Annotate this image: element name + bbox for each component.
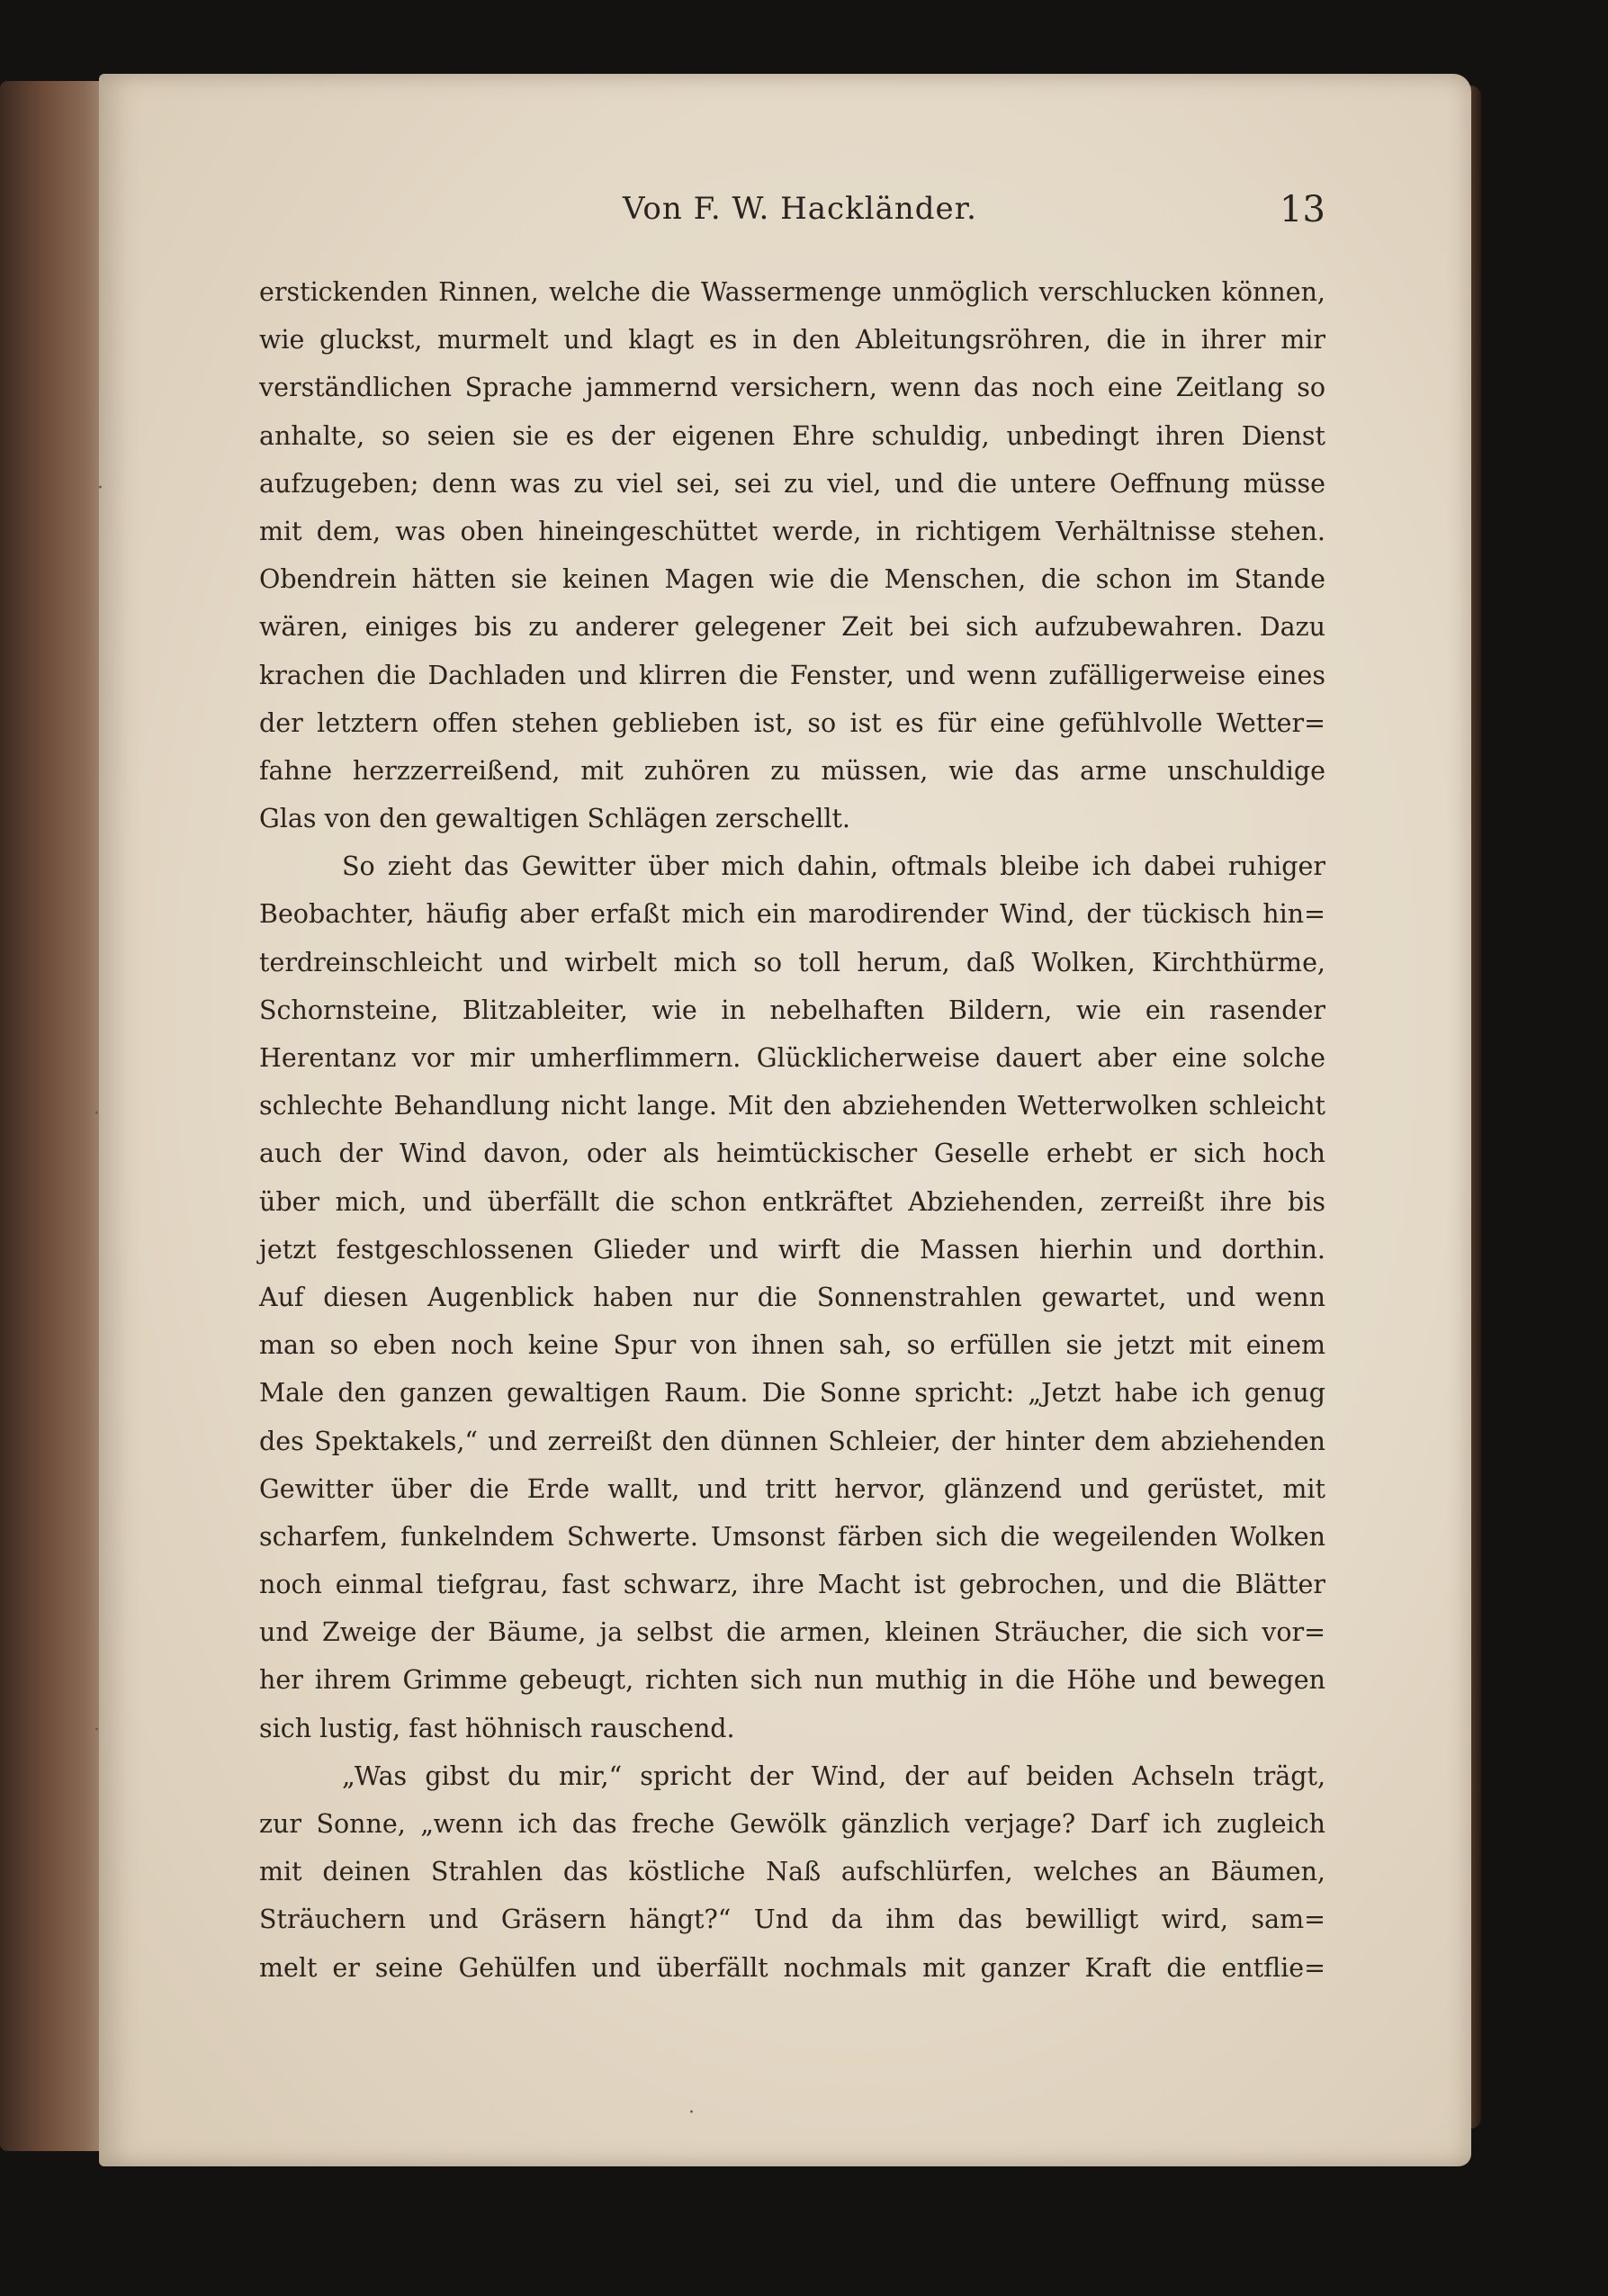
text-line: her ihrem Grimme gebeugt, richten sich nun muthig in die Höhe und bewegen (259, 1665, 1325, 1696)
text-line: erstickenden Rinnen, welche die Wassermenge unmöglich verschlucken können, (259, 277, 1325, 307)
text-line: Schornsteine, Blitzableiter, wie in nebelhaften Bildern, wie ein rasender (259, 995, 1325, 1025)
text-line: wie gluckst, murmelt und klagt es in den Ableitungsröhren, die in ihrer mir (259, 325, 1325, 356)
page-number: 13 (1280, 189, 1325, 230)
paper-speck: · (97, 477, 103, 500)
paper-speck: · (688, 2102, 695, 2124)
text-line: Auf diesen Augenblick haben nur die Sonnenstrahlen gewartet, und wenn (259, 1282, 1325, 1312)
text-line: wären, einiges bis zu anderer gelegener Zeit bei sich aufzubewahren. Dazu (259, 612, 1325, 643)
text-line: des Spektakels,“ und zerreißt den dünnen Schleier, der hinter dem abziehenden (259, 1426, 1325, 1456)
text-line: anhalte, so seien sie es der eigenen Ehre schuldig, unbedingt ihren Dienst (259, 420, 1325, 451)
text-line: sich lustig, fast höhnisch rauschend. (259, 1713, 735, 1743)
text-line: Male den ganzen gewaltigen Raum. Die Sonne spricht: „Jetzt habe ich genug (259, 1378, 1325, 1409)
text-line: Glas von den gewaltigen Schlägen zerschellt. (259, 804, 850, 834)
paper-speck: · (94, 1103, 100, 1125)
text-line: „Was gibst du mir,“ spricht der Wind, der auf beiden Achseln trägt, (342, 1760, 1325, 1791)
text-line: mit deinen Strahlen das köstliche Naß aufschlürfen, welches an Bäumen, (259, 1857, 1325, 1887)
text-line: schlechte Behandlung nicht lange. Mit den abziehenden Wetterwolken schleicht (259, 1091, 1325, 1121)
text-line: So zieht das Gewitter über mich dahin, oftmals bleibe ich dabei ruhiger (342, 851, 1325, 882)
text-line: mit dem, was oben hineingeschüttet werde, in richtigem Verhältnisse stehen. (259, 516, 1325, 546)
text-line: fahne herzzerreißend, mit zuhören zu müssen, wie das arme unschuldige (259, 755, 1325, 786)
text-line: Beobachter, häufig aber erfaßt mich ein marodirender Wind, der tückisch hin= (259, 899, 1325, 930)
text-line: über mich, und überfällt die schon entkräftet Abziehenden, zerreißt ihre bis (259, 1186, 1325, 1217)
text-line: noch einmal tiefgrau, fast schwarz, ihre Macht ist gebrochen, und die Blätter (259, 1570, 1325, 1600)
text-line: Obendrein hätten sie keinen Magen wie die Menschen, die schon im Stande (259, 564, 1325, 595)
text-line: melt er seine Gehülfen und überfällt nochmals mit ganzer Kraft die entflie= (259, 1952, 1325, 1983)
text-line: scharfem, funkelndem Schwerte. Umsonst färben sich die wegeilenden Wolken (259, 1521, 1325, 1552)
running-title: Von F. W. Hackländer. (623, 191, 977, 227)
paper-speck: · (94, 1719, 100, 1742)
text-line: und Zweige der Bäume, ja selbst die armen, kleinen Sträucher, die sich vor= (259, 1617, 1325, 1648)
text-line: Sträuchern und Gräsern hängt?“ Und da ihm das bewilligt wird, sam= (259, 1904, 1325, 1935)
text-line: krachen die Dachladen und klirren die Fenster, und wenn zufälligerweise eines (259, 660, 1325, 690)
text-line: terdreinschleicht und wirbelt mich so toll herum, daß Wolken, Kirchthürme, (259, 947, 1325, 977)
text-line: Herentanz vor mir umherflimmern. Glücklicherweise dauert aber eine solche (259, 1043, 1325, 1073)
text-line: verständlichen Sprache jammernd versichern, wenn das noch eine Zeitlang so (259, 373, 1325, 403)
text-line: auch der Wind davon, oder als heimtückischer Geselle erhebt er sich hoch (259, 1139, 1325, 1169)
text-line: der letztern offen stehen geblieben ist, so ist es für eine gefühlvolle Wetter= (259, 707, 1325, 738)
text-line: Gewitter über die Erde wallt, und tritt hervor, glänzend und gerüstet, mit (259, 1473, 1325, 1504)
text-line: man so eben noch keine Spur von ihnen sah, so erfüllen sie jetzt mit einem (259, 1330, 1325, 1361)
text-line: zur Sonne, „wenn ich das freche Gewölk gänzlich verjage? Darf ich zugleich (259, 1809, 1325, 1839)
text-line: aufzugeben; denn was zu viel sei, sei zu viel, und die untere Oeffnung müsse (259, 468, 1325, 499)
text-line: jetzt festgeschlossenen Glieder und wirft die Massen hierhin und dorthin. (259, 1234, 1325, 1265)
body-text (259, 268, 1325, 1992)
